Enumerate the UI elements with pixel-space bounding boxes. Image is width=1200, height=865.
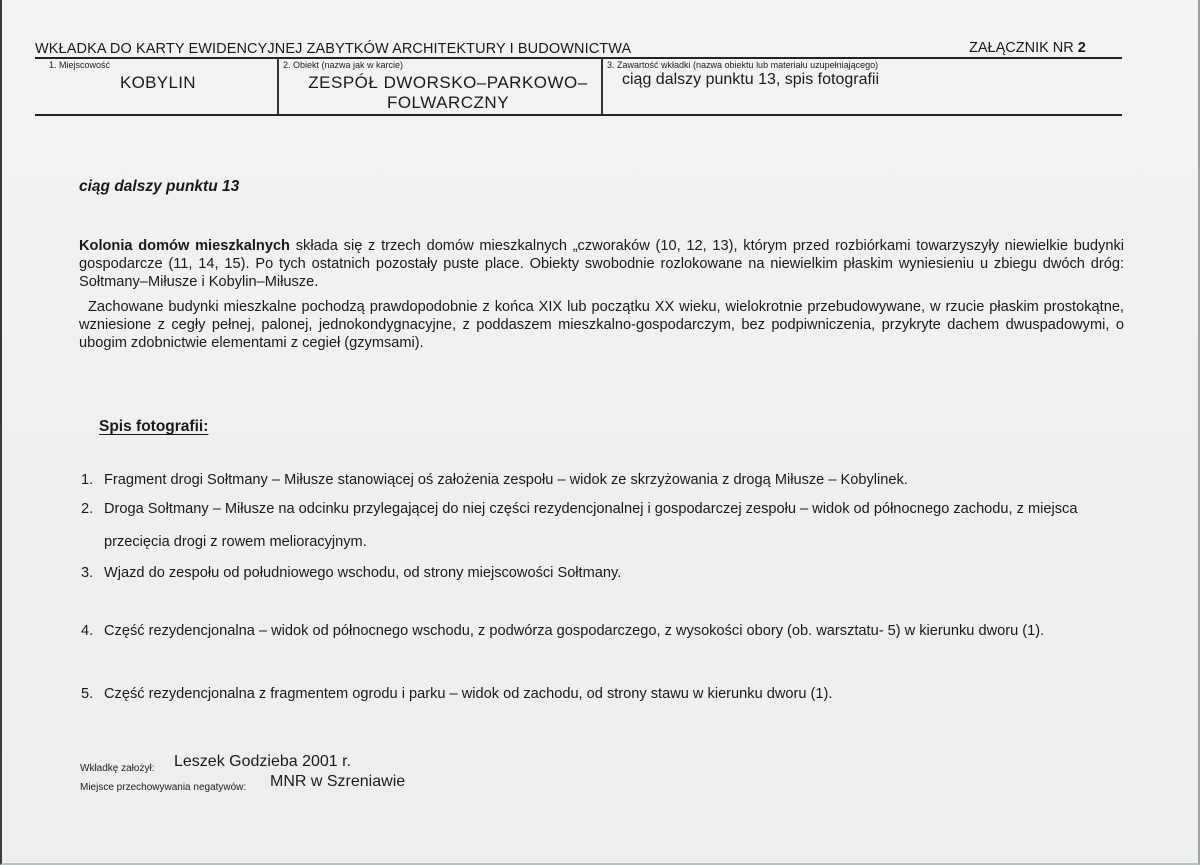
item-number: 5. xyxy=(81,686,94,702)
paragraph-buildings: Zachowane budynki mieszkalne pochodzą prawdopodobnie z końca XIX lub początku XX wieku, wielokrotnie przebudowywane, w rzucie płaskim prostokątne, wzniesione z cegły pełnej, palonej, jednokondygnacyjne, z poddaszem mieszkalno-gospodarczym, bez podpiwniczenia, przykryte dachem dwuspadowymi, o ubogim zdobnictwie elementami z cegieł (gzymsami). xyxy=(79,299,1124,351)
author-value: Leszek Godzieba 2001 r. xyxy=(174,753,352,770)
annex-label: ZAŁĄCZNIK NR xyxy=(969,40,1074,56)
header-divider-1 xyxy=(277,58,279,115)
paragraph-colony xyxy=(79,237,1124,291)
item-number: 3. xyxy=(81,565,94,581)
item-number: 2. xyxy=(81,501,94,517)
photo-list-item xyxy=(81,615,1131,648)
item-text: Fragment drogi Sołtmany – Miłusze stanowiącej oś założenia zespołu – widok ze skrzyżowania z drogą Miłusze – Kobylinek. xyxy=(104,472,908,488)
item-text: Część rezydencjonalna – widok od północnego wschodu, z podwórza gospodarczego, z wysokości obory (ob. warsztatu- 5) w kierunku dworu (1). xyxy=(104,623,1045,639)
item-number: 1. xyxy=(81,472,94,488)
item-text: Droga Sołtmany – Miłusze na odcinku przylegającej do niej części rezydencjonalnej i gospodarczej zespołu – widok od północnego zachodu, z miejsca przecięcia drogi z rowem melioracyjnym. xyxy=(104,501,1078,550)
locality-value: KOBYLIN xyxy=(120,73,196,92)
contents-value: ciąg dalszy punktu 13, spis fotografii xyxy=(622,71,880,88)
photo-list-item xyxy=(81,678,1131,711)
annex-value: 2 xyxy=(1077,40,1086,56)
photo-list-item xyxy=(81,493,1131,559)
form-title: WKŁADKA DO KARTY EWIDENCYJNEJ ZABYTKÓW ARCHITEKTURY I BUDOWNICTWA xyxy=(35,41,632,57)
contents-label: 3. Zawartość wkładki (nazwa obiektu lub materiału uzupełniającego) xyxy=(607,60,879,70)
object-value: ZESPÓŁ DWORSKO–PARKOWO–FOLWARCZNY xyxy=(308,73,588,112)
header-divider-2 xyxy=(601,58,603,115)
section-subheading: ciąg dalszy punktu 13 xyxy=(79,178,240,195)
item-number: 4. xyxy=(81,623,94,639)
negatives-storage-label: Miejsce przechowywania negatywów: xyxy=(80,782,247,793)
paragraph-colony-bold: Kolonia domów mieszkalnych xyxy=(79,238,290,254)
locality-label: 1. Miejscowość xyxy=(49,60,111,70)
photo-list-item xyxy=(81,557,1131,590)
negatives-storage-value: MNR w Szreniawie xyxy=(270,773,406,790)
photo-list-heading: Spis fotografii: xyxy=(99,418,209,435)
annex-number xyxy=(969,40,1086,56)
item-text: Część rezydencjonalna z fragmentem ogrodu i parku – widok od zachodu, od strony stawu w kierunku dworu (1). xyxy=(104,686,833,702)
header-bottom-rule xyxy=(35,114,1122,116)
object-label: 2. Obiekt (nazwa jak w karcie) xyxy=(283,60,404,70)
paragraph-colony-text: składa się z trzech domów mieszkalnych „czworaków (10, 12, 13), którym przed rozbiórkami towarzyszyły niewielkie budynki gospodarcze (11, 14, 15). Po tych ostatnich pozostały puste place. Obiekty swobodnie rozlokowane na niewielkim płaskim wyniesieniu u zbiegu dwóch dróg: Sołtmany–Miłusze i Kobylin–Miłusze. xyxy=(79,238,1124,290)
header-top-rule xyxy=(35,57,1122,59)
item-text: Wjazd do zespołu od południowego wschodu, od strony miejscowości Sołtmany. xyxy=(104,565,622,581)
author-label: Wkładkę założył: xyxy=(80,763,155,774)
